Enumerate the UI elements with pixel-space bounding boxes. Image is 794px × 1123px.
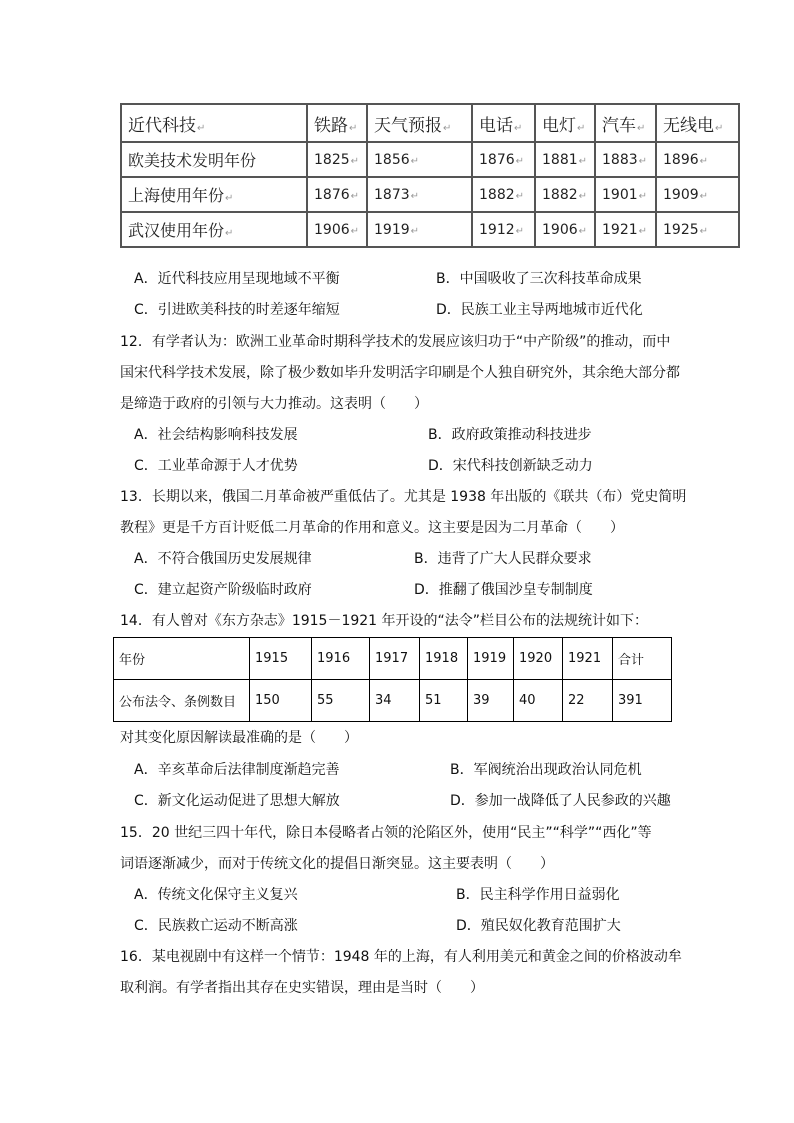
- table-header-cell: 1915: [250, 638, 312, 680]
- law-statistics-table: [113, 637, 672, 722]
- table-cell: 1825↵: [307, 142, 367, 177]
- table-cell: 1909↵: [656, 177, 739, 212]
- table-cell: 1919↵: [367, 212, 472, 247]
- table-cell: 39: [468, 680, 514, 722]
- table-cell: 1906↵: [535, 212, 595, 247]
- q11-option-d: D．民族工业主导两地城市近代化: [436, 302, 643, 318]
- table-cell: 1873↵: [367, 177, 472, 212]
- table-cell: 51: [420, 680, 468, 722]
- q15-option-c: C．民族救亡运动不断高涨: [134, 918, 298, 934]
- table-cell: 40: [514, 680, 563, 722]
- q14-option-b: B．军阀统治出现政治认同危机: [450, 762, 642, 778]
- q13-stem-line2: 教程》更是千方百计贬低二月革命的作用和意义。这主要是因为二月革命（ ）: [120, 520, 624, 536]
- table-header-cell: 1921: [563, 638, 613, 680]
- table-row: [114, 680, 672, 722]
- q15-stem-line2: 词语逐渐减少，而对于传统文化的提倡日渐突显。这主要表明（ ）: [120, 856, 554, 872]
- table-cell: 1876↵: [472, 142, 535, 177]
- q13-option-a: A．不符合俄国历史发展规律: [134, 551, 312, 567]
- q15-option-a: A．传统文化保守主义复兴: [134, 887, 298, 903]
- row-label: 武汉使用年份↵: [121, 212, 307, 247]
- q15-option-b: B．民主科学作用日益弱化: [456, 887, 620, 903]
- q14-stem-line2: 对其变化原因解读最准确的是（ ）: [120, 730, 358, 746]
- table-cell: 55: [312, 680, 370, 722]
- table-header-cell: 1919: [468, 638, 514, 680]
- table-row: [121, 142, 739, 177]
- table-header-cell: 合计: [613, 638, 672, 680]
- q12-option-c: C．工业革命源于人才优势: [134, 458, 298, 474]
- table-header-cell: 电灯↵: [535, 104, 595, 142]
- table-header-row: [121, 104, 739, 142]
- table-cell: 1896↵: [656, 142, 739, 177]
- q11-option-b: B．中国吸收了三次科技革命成果: [436, 271, 642, 287]
- q16-stem-line1: 16．某电视剧中有这样一个情节：1948 年的上海，有人利用美元和黄金之间的价格波动牟: [120, 949, 682, 965]
- q11-option-a: A．近代科技应用呈现地域不平衡: [134, 271, 340, 287]
- table-cell: 22: [563, 680, 613, 722]
- table-header-cell: 1918: [420, 638, 468, 680]
- table-cell: 1881↵: [535, 142, 595, 177]
- q13-stem-line1: 13．长期以来，俄国二月革命被严重低估了。尤其是 1938 年出版的《联共（布）党史简明: [120, 489, 687, 505]
- table-header-cell: 1916: [312, 638, 370, 680]
- table-cell: 1876↵: [307, 177, 367, 212]
- q14-stem-line1: 14．有人曾对《东方杂志》1915－1921 年开设的“法令”栏目公布的法规统计如下：: [120, 613, 649, 629]
- q15-stem-line1: 15．20 世纪三四十年代，除日本侵略者占领的沦陷区外，使用“民主”“科学”“西化”等: [120, 825, 652, 841]
- q12-stem-line2: 国宋代科学技术发展，除了极少数如毕升发明活字印刷是个人独自研究外，其余绝大部分都: [120, 365, 680, 381]
- q12-stem-line1: 12．有学者认为：欧洲工业革命时期科学技术的发展应该归功于“中产阶级”的推动，而中: [120, 334, 671, 350]
- tech-adoption-table: [120, 103, 740, 248]
- q12-option-d: D．宋代科技创新缺乏动力: [428, 458, 593, 474]
- table-header-cell: 1920: [514, 638, 563, 680]
- q12-stem-line3: 是缔造于政府的引领与大力推动。这表明（ ）: [120, 396, 428, 412]
- row-label: 公布法令、条例数目: [114, 680, 250, 722]
- table-cell: 391: [613, 680, 672, 722]
- q15-option-d: D．殖民奴化教育范围扩大: [456, 918, 621, 934]
- table-header-cell: 汽车↵: [595, 104, 656, 142]
- table-cell: 1883↵: [595, 142, 656, 177]
- table-cell: 1882↵: [535, 177, 595, 212]
- q16-stem-line2: 取利润。有学者指出其存在史实错误，理由是当时（ ）: [120, 980, 484, 996]
- table-header-cell: 天气预报↵: [367, 104, 472, 142]
- table-cell: 1921↵: [595, 212, 656, 247]
- table-header-cell: 年份: [114, 638, 250, 680]
- q12-option-b: B．政府政策推动科技进步: [428, 427, 592, 443]
- table-header-cell: 铁路↵: [307, 104, 367, 142]
- row-label: 上海使用年份↵: [121, 177, 307, 212]
- table-row: [121, 212, 739, 247]
- table-cell: 1856↵: [367, 142, 472, 177]
- table-header-cell: 无线电↵: [656, 104, 739, 142]
- q14-option-a: A．辛亥革命后法律制度渐趋完善: [134, 762, 340, 778]
- table-row: [121, 177, 739, 212]
- q14-option-c: C．新文化运动促进了思想大解放: [134, 793, 340, 809]
- table-header-cell: 1917: [370, 638, 420, 680]
- q14-option-d: D．参加一战降低了人民参政的兴趣: [450, 793, 671, 809]
- table-cell: 1912↵: [472, 212, 535, 247]
- table-header-cell: 近代科技↵: [121, 104, 307, 142]
- table-header-cell: 电话↵: [472, 104, 535, 142]
- table-cell: 150: [250, 680, 312, 722]
- q13-option-b: B．违背了广大人民群众要求: [414, 551, 592, 567]
- row-label: 欧美技术发明年份: [121, 142, 307, 177]
- q13-option-d: D．推翻了俄国沙皇专制制度: [414, 582, 593, 598]
- table-header-row: [114, 638, 672, 680]
- q11-option-c: C．引进欧美科技的时差逐年缩短: [134, 302, 340, 318]
- table-cell: 1906↵: [307, 212, 367, 247]
- table-cell: 1925↵: [656, 212, 739, 247]
- q13-option-c: C．建立起资产阶级临时政府: [134, 582, 312, 598]
- q12-option-a: A．社会结构影响科技发展: [134, 427, 298, 443]
- table-cell: 34: [370, 680, 420, 722]
- table-cell: 1901↵: [595, 177, 656, 212]
- table-cell: 1882↵: [472, 177, 535, 212]
